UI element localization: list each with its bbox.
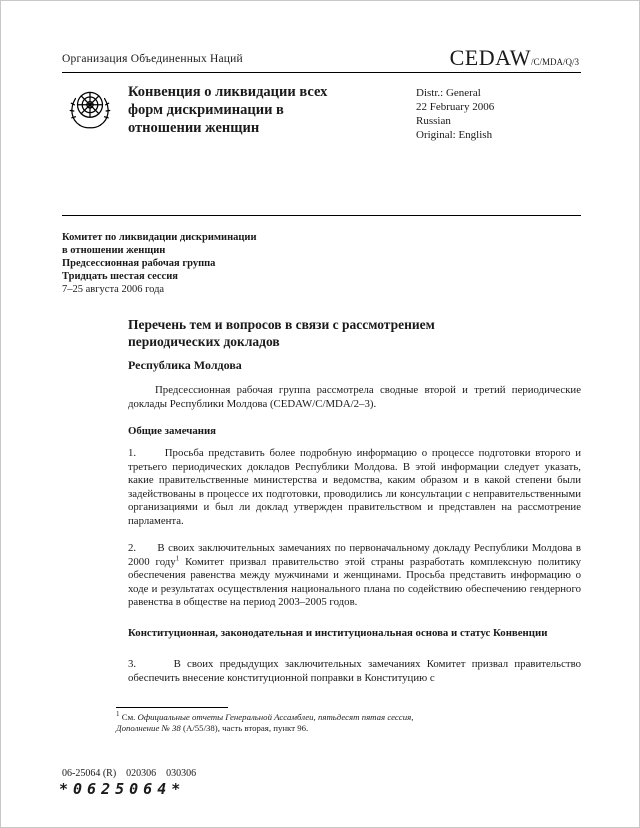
footnote-suffix: (A/55/38), часть вторая, пункт 96.: [180, 723, 309, 733]
paragraph-3: 3. В своих предыдущих заключительных замечаниях Комитет призвал правительство обеспечить внесение конституционной поправки в Конституцию с: [128, 658, 581, 684]
header-rule-top: [62, 72, 581, 73]
footnote: [116, 712, 446, 734]
header-rule-bottom: [62, 215, 581, 216]
document-number: 06-25064 (R) 020306 030306: [62, 768, 197, 779]
convention-title-line: отношении женщин: [128, 120, 260, 136]
footnote-number: 1: [116, 710, 120, 719]
paragraph-2-text: Комитет призвал правительство этой страны разработать комплексную политику обеспечения равенства между мужчинами и женщинами. Просьба представить информацию о ходе и результатах осуществления национального плана по содействию обеспечению гендерного равенства в обществе на период 2003–2005 годов.: [128, 555, 582, 609]
document-title-line: Перечень тем и вопросов в связи с рассмотрением: [128, 317, 435, 332]
convention-title-line: форм дискриминации в: [128, 102, 284, 118]
committee-name-line2: в отношении женщин: [62, 245, 166, 256]
un-emblem-icon: [64, 84, 116, 136]
footnote-reference: 1: [175, 554, 180, 562]
paragraph-2: [128, 542, 581, 610]
country-heading: Республика Молдова: [128, 358, 242, 372]
barcode-text: *0625064*: [59, 780, 186, 798]
paragraph-2-text: 2. В своих заключительных замечаниях по первоначальному докладу Республики Молдова в 2000 году: [128, 542, 581, 568]
doc-symbol-main: CEDAW: [449, 45, 531, 70]
distr-line: Russian: [416, 115, 451, 127]
session-title: Тридцать шестая сессия: [62, 271, 178, 282]
org-name: Организация Объединенных Наций: [62, 53, 243, 65]
distr-line: 22 February 2006: [416, 101, 495, 113]
footnote-separator: [116, 707, 228, 708]
working-group: Предсессионная рабочая группа: [62, 258, 216, 269]
doc-symbol-suffix: /C/MDA/Q/3: [530, 57, 579, 67]
section-heading-constitutional: Конституционная, законодательная и институциональная основа и статус Конвенции: [128, 627, 548, 639]
paragraph-1: 1. Просьба представить более подробную информацию о процессе подготовки второго и третьего периодических докладов Республики Молдова. В этой информации следует указать, какие правительственные министерства и ведомства, каким образом и в какой степени были задействованы в процессе их подготовки, проводились ли консультации с неправительственными организациями и был ли доклад утвержден правительством и представлен на рассмотрение парламента.: [128, 447, 581, 527]
convention-title-line: Конвенция о ликвидации всех: [128, 84, 328, 100]
section-heading-general: Общие замечания: [128, 425, 217, 437]
document-title: [128, 316, 588, 350]
footnote-prefix: См.: [119, 712, 138, 722]
doc-symbol: [450, 45, 579, 71]
distr-line: Original: English: [416, 129, 493, 141]
distr-line: Distr.: General: [416, 87, 481, 99]
footnote-citation-title: Официальные отчеты Генеральной Ассамблеи, пятьдесят пятая сессия, Дополнение № 38: [116, 712, 414, 733]
convention-title: [128, 83, 393, 137]
distribution-block: [416, 86, 494, 142]
intro-paragraph: Предсессионная рабочая группа рассмотрела сводные второй и третий периодические доклады Республики Молдова (CEDAW/C/MDA/2–3).: [128, 384, 581, 410]
committee-block: [62, 231, 362, 296]
committee-name-line1: Комитет по ликвидации дискриминации: [62, 232, 257, 243]
session-dates: 7–25 августа 2006 года: [62, 284, 165, 295]
document-title-line: периодических докладов: [128, 334, 280, 349]
